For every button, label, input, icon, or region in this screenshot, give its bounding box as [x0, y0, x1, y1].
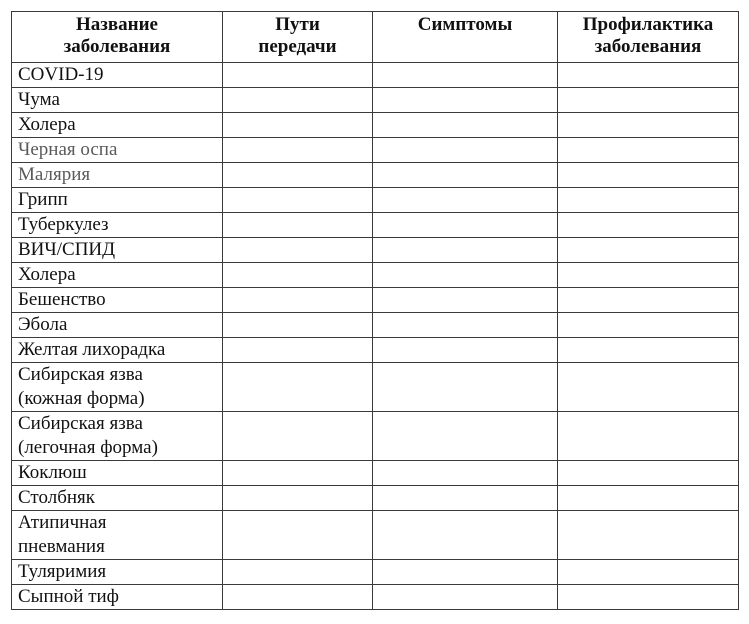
- disease-name-cell: Малярия: [12, 163, 223, 188]
- transmission-cell: [223, 338, 373, 363]
- symptoms-cell: [373, 238, 558, 263]
- prevention-cell: [558, 412, 739, 461]
- symptoms-cell: [373, 461, 558, 486]
- transmission-cell: [223, 188, 373, 213]
- transmission-cell: [223, 63, 373, 88]
- table-row: [12, 188, 739, 213]
- table-row: [12, 338, 739, 363]
- prevention-cell: [558, 163, 739, 188]
- transmission-cell: [223, 288, 373, 313]
- transmission-cell: [223, 163, 373, 188]
- table-row: [12, 213, 739, 238]
- symptoms-cell: [373, 288, 558, 313]
- table-row: [12, 412, 739, 461]
- symptoms-cell: [373, 511, 558, 560]
- header-row: [12, 12, 739, 63]
- table-row: [12, 560, 739, 585]
- symptoms-cell: [373, 63, 558, 88]
- disease-name-cell: Столбняк: [12, 486, 223, 511]
- transmission-cell: [223, 138, 373, 163]
- prevention-cell: [558, 288, 739, 313]
- prevention-cell: [558, 88, 739, 113]
- prevention-cell: [558, 238, 739, 263]
- table-row: [12, 288, 739, 313]
- disease-name-cell: Чума: [12, 88, 223, 113]
- disease-name-cell: Атипичная пневмания: [12, 511, 223, 560]
- symptoms-cell: [373, 88, 558, 113]
- symptoms-cell: [373, 560, 558, 585]
- transmission-cell: [223, 461, 373, 486]
- disease-name-cell: Сибирская язва (легочная форма): [12, 412, 223, 461]
- symptoms-cell: [373, 263, 558, 288]
- transmission-cell: [223, 238, 373, 263]
- table-row: [12, 63, 739, 88]
- prevention-cell: [558, 560, 739, 585]
- table-row: [12, 138, 739, 163]
- disease-name-cell: Холера: [12, 263, 223, 288]
- prevention-cell: [558, 461, 739, 486]
- disease-name-cell: Черная оспа: [12, 138, 223, 163]
- table-row: [12, 238, 739, 263]
- disease-name-cell: Сыпной тиф: [12, 585, 223, 610]
- transmission-cell: [223, 313, 373, 338]
- symptoms-cell: [373, 213, 558, 238]
- table-row: [12, 313, 739, 338]
- table-row: [12, 486, 739, 511]
- table-row: [12, 511, 739, 560]
- transmission-cell: [223, 363, 373, 412]
- header-prevention: Профилактика заболевания: [558, 12, 739, 63]
- prevention-cell: [558, 213, 739, 238]
- symptoms-cell: [373, 363, 558, 412]
- transmission-cell: [223, 560, 373, 585]
- header-transmission: Пути передачи: [223, 12, 373, 63]
- symptoms-cell: [373, 163, 558, 188]
- transmission-cell: [223, 88, 373, 113]
- disease-name-cell: Холера: [12, 113, 223, 138]
- disease-table: [11, 11, 739, 610]
- transmission-cell: [223, 263, 373, 288]
- header-disease-name: Название заболевания: [12, 12, 223, 63]
- disease-name-cell: Желтая лихорадка: [12, 338, 223, 363]
- transmission-cell: [223, 113, 373, 138]
- disease-name-cell: Туляримия: [12, 560, 223, 585]
- disease-name-cell: Коклюш: [12, 461, 223, 486]
- table-row: [12, 163, 739, 188]
- table-row: [12, 585, 739, 610]
- transmission-cell: [223, 213, 373, 238]
- table-row: [12, 363, 739, 412]
- symptoms-cell: [373, 113, 558, 138]
- prevention-cell: [558, 338, 739, 363]
- table-row: [12, 263, 739, 288]
- prevention-cell: [558, 188, 739, 213]
- prevention-cell: [558, 113, 739, 138]
- symptoms-cell: [373, 338, 558, 363]
- prevention-cell: [558, 138, 739, 163]
- symptoms-cell: [373, 313, 558, 338]
- transmission-cell: [223, 585, 373, 610]
- prevention-cell: [558, 585, 739, 610]
- prevention-cell: [558, 313, 739, 338]
- prevention-cell: [558, 263, 739, 288]
- disease-name-cell: Бешенство: [12, 288, 223, 313]
- prevention-cell: [558, 486, 739, 511]
- disease-name-cell: Сибирская язва (кожная форма): [12, 363, 223, 412]
- disease-name-cell: ВИЧ/СПИД: [12, 238, 223, 263]
- symptoms-cell: [373, 486, 558, 511]
- table-row: [12, 88, 739, 113]
- table-body: [12, 63, 739, 610]
- table-row: [12, 113, 739, 138]
- table-row: [12, 461, 739, 486]
- transmission-cell: [223, 486, 373, 511]
- symptoms-cell: [373, 188, 558, 213]
- symptoms-cell: [373, 412, 558, 461]
- disease-name-cell: Эбола: [12, 313, 223, 338]
- transmission-cell: [223, 511, 373, 560]
- symptoms-cell: [373, 585, 558, 610]
- disease-name-cell: Туберкулез: [12, 213, 223, 238]
- prevention-cell: [558, 63, 739, 88]
- prevention-cell: [558, 363, 739, 412]
- disease-name-cell: COVID-19: [12, 63, 223, 88]
- disease-name-cell: Грипп: [12, 188, 223, 213]
- transmission-cell: [223, 412, 373, 461]
- symptoms-cell: [373, 138, 558, 163]
- prevention-cell: [558, 511, 739, 560]
- header-symptoms: Симптомы: [373, 12, 558, 63]
